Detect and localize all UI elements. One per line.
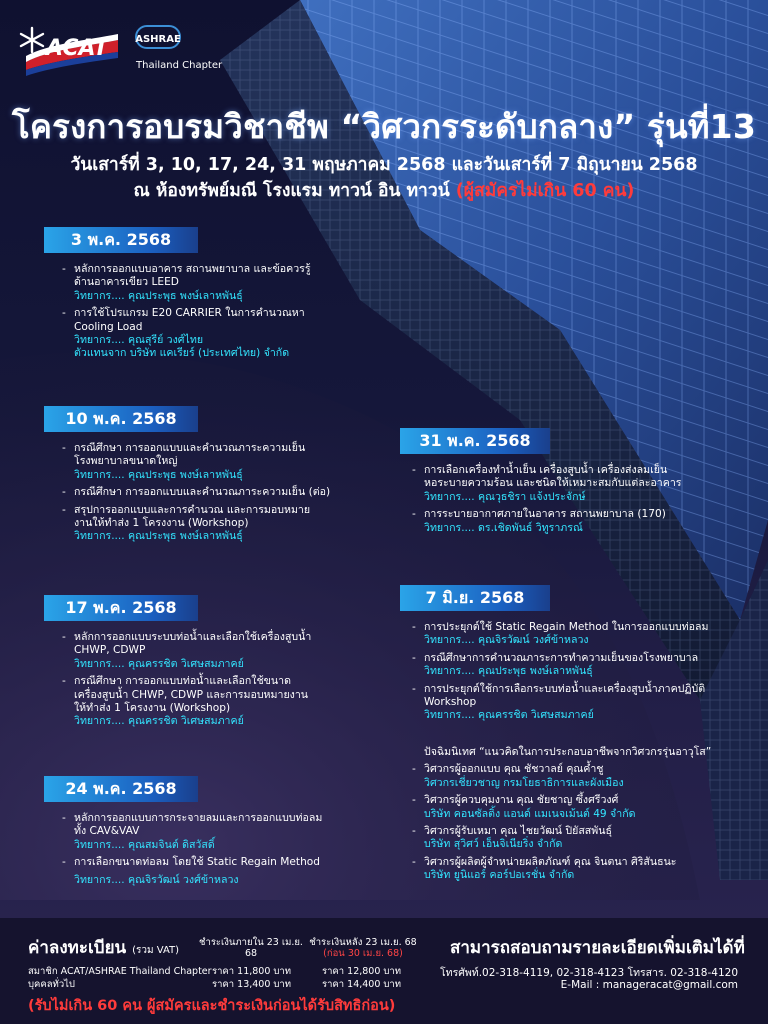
subtitle-venue	[0, 176, 768, 204]
subtitle-dates: วันเสาร์ที่ 3, 10, 17, 24, 31 พฤษภาคม 2568 และวันเสาร์ที่ 7 มิถุนายน 2568	[70, 155, 698, 175]
speaker-line: วิทยากร.... ดร.เชิดพันธ์ วิทูราภรณ์	[424, 521, 583, 534]
ashrae-thailand-chapter-logo	[134, 22, 224, 74]
general-early-price: ราคา 13,400 บาท	[212, 979, 292, 990]
capacity-note: (ผู้สมัครไม่เกิน 60 คน)	[455, 181, 635, 201]
topic-line: - กรณีศึกษาการคำนวณภาระการทำความเย็นของโรงพยาบาล	[424, 651, 699, 664]
speaker-line: วิทยากร.... คุณประพุธ พงษ์เลาหพันธุ์	[74, 468, 243, 481]
list-item	[60, 307, 360, 361]
speaker-line: วิทยากร.... คุณครรชิต วิเศษสมภาคย์	[424, 709, 594, 722]
day-10-may-items	[60, 442, 360, 548]
svg-text:Thailand Chapter: Thailand Chapter	[136, 60, 223, 71]
topic-line: Cooling Load	[74, 320, 143, 333]
list-item	[410, 794, 760, 821]
speaker-line: วิทยากร.... คุณประพุธ พงษ์เลาหพันธุ์	[74, 530, 243, 543]
list-item	[410, 508, 750, 535]
late-payment-deadline: (ก่อน 30 เม.ย. 68)	[323, 948, 403, 959]
speaker-line: วิทยากร.... คุณสุรีย์ วงศ์ไทย	[74, 334, 204, 347]
list-item	[60, 856, 360, 887]
list-item	[60, 442, 360, 482]
topic-line: ทั้ง CAV&VAV	[74, 825, 140, 838]
venue-text: ณ ห้องทรัพย์มณี โรงแรม ทาวน์ อิน ทาวน์	[133, 181, 456, 201]
vat-note: (รวม VAT)	[132, 945, 180, 956]
member-early-price: ราคา 11,800 บาท	[212, 966, 292, 977]
speaker-line: วิทยากร.... คุณจิรวัฒน์ วงศ์ข้าหลวง	[74, 873, 239, 886]
contact-title: สามารถสอบถามรายละเอียดเพิ่มเติมได้ที่	[450, 938, 745, 958]
day-7-jun-items	[410, 621, 755, 727]
early-payment-header: ชำระเงินภายใน 23 เม.ย. 68	[199, 937, 303, 959]
topic-line: - การเลือกเครื่องทำน้ำเย็น เครื่องสูบน้ำ เครื่องส่งลมเย็น	[424, 464, 668, 476]
speaker-line: วิทยากร.... คุณประพุธ พงษ์เลาหพันธุ์	[74, 289, 243, 302]
topic-line: - การเลือกขนาดท่อลม โดยใช้ Static Regain Method	[74, 856, 320, 869]
speaker-line: วิทยากร.... คุณสมจินต์ ดิสวัสดิ์	[74, 838, 215, 851]
topic-line: - หลักการออกแบบการกระจายลมและการออกแบบท่อลม	[74, 812, 323, 824]
list-item	[60, 812, 360, 852]
general-label: บุคคลทั่วไป	[28, 979, 75, 990]
day-badge-31-may: 31 พ.ค. 2568	[400, 428, 550, 454]
svg-text:ASHRAE: ASHRAE	[135, 34, 181, 45]
speaker-line: บริษัท สุวิศว์ เอ็นจิเนียริ่ง จำกัด	[424, 838, 563, 851]
registration-note: (รับไม่เกิน 60 คน ผู้สมัครและชำระเงินก่อนได้รับสิทธิก่อน)	[28, 998, 396, 1014]
topic-line: - วิศวกรผู้รับเหมา คุณ ไชยวัฒน์ ปิยัสสพันธุ์	[424, 825, 612, 838]
day-badge-24-may: 24 พ.ค. 2568	[44, 776, 198, 802]
list-item	[410, 464, 750, 504]
topic-line: - วิศวกรผู้ผลิตผู้จำหน่ายผลิตภัณฑ์ คุณ จินตนา ศิริสันธนะ	[424, 855, 677, 868]
list-item	[60, 486, 360, 499]
speaker-line: วิศวกรเชี่ยวชาญ กรมโยธาธิการและผังเมือง	[424, 776, 624, 789]
list-item	[60, 504, 360, 544]
topic-line: หอระบายความร้อน และชนิดให้เหมาะสมกับแต่ละอาคาร	[424, 477, 682, 490]
list-item	[410, 683, 755, 723]
speaker-line: วิทยากร.... คุณจิรวัฒน์ วงศ์ข้าหลวง	[424, 634, 589, 647]
topic-line: - สรุปการออกแบบและการคำนวณ และการมอบหมาย	[74, 503, 311, 516]
day-24-may-items	[60, 812, 360, 891]
list-item	[60, 675, 360, 729]
topic-line: Workshop	[424, 696, 477, 709]
orientation-panel	[410, 746, 760, 887]
topic-line: - กรณีศึกษา การออกแบบและคำนวณภาระความเย็น (ต่อ)	[74, 486, 331, 499]
late-payment-header-text: ชำระเงินหลัง 23 เม.ย. 68	[309, 937, 417, 948]
late-payment-header	[308, 937, 418, 959]
list-item	[410, 763, 760, 790]
registration-title-text: ค่าลงทะเบียน	[28, 938, 127, 958]
topic-line: - วิศวกรผู้ควบคุมงาน คุณ ชัยชาญ ซึ้งศรีวงศ์	[424, 794, 619, 807]
panel-heading-item	[410, 746, 760, 759]
topic-line: ด้านอาคารเขียว LEED	[74, 276, 179, 289]
speaker-line: วิทยากร.... คุณครรชิต วิเศษสมภาคย์	[74, 715, 244, 728]
topic-line: โรงพยาบาลขนาดใหญ่	[74, 455, 178, 468]
topic-line: - หลักการออกแบบอาคาร สถานพยาบาล และข้อควรรู้	[74, 263, 311, 275]
topic-line: - การประยุกต์ใช้ Static Regain Method ในการออกแบบท่อลม	[424, 621, 709, 633]
member-late-price: ราคา 12,800 บาท	[322, 966, 402, 977]
topic-line: - การใช้โปรแกรม E20 CARRIER ในการคำนวณหา	[74, 307, 305, 320]
general-late-price: ราคา 14,400 บาท	[322, 979, 402, 990]
topic-line: - หลักการออกแบบระบบท่อน้ำและเลือกใช้เครื่องสูบน้ำ	[74, 631, 312, 643]
panel-heading: ปัจฉิมนิเทศ “แนวคิดในการประกอบอาชีพจากวิศวกรรุ่นอาวุโส”	[424, 746, 712, 758]
speaker-line: วิทยากร.... คุณวุธชิรา แจ้งประจักษ์	[424, 490, 586, 503]
speaker-line: วิทยากร.... คุณครรชิต วิเศษสมภาคย์	[74, 657, 244, 670]
day-badge-3-may: 3 พ.ค. 2568	[44, 227, 198, 253]
contact-phone[interactable]: โทรศัพท์.02-318-4119, 02-318-4123 โทรสาร. 02-318-4120	[440, 967, 738, 979]
day-badge-17-may: 17 พ.ค. 2568	[44, 595, 198, 621]
snowflake-icon	[21, 28, 43, 52]
topic-line: - การประยุกต์ใช้การเลือกระบบท่อน้ำและเครื่องสูบน้ำภาคปฏิบัติ	[424, 682, 706, 695]
list-item	[410, 621, 755, 648]
speaker-line: บริษัท ยูนิแอร์ คอร์ปอเรชั่น จำกัด	[424, 869, 575, 882]
topic-line: CHWP, CDWP	[74, 644, 146, 657]
day-badge-10-may: 10 พ.ค. 2568	[44, 406, 198, 432]
topic-line: - กรณีศึกษา การออกแบบท่อน้ำและเลือกใช้ขนาด	[74, 675, 291, 688]
contact-email[interactable]: E-Mail : manageracat@gmail.com	[560, 979, 738, 991]
svg-text:ACAT: ACAT	[46, 36, 109, 61]
day-31-may-items	[410, 464, 750, 539]
topic-line: งานให้ทำส่ง 1 โครงงาน (Workshop)	[74, 517, 249, 530]
day-3-may-items	[60, 263, 360, 365]
speaker-line: ตัวแทนจาก บริษัท แคเรียร์ (ประเทศไทย) จำกัด	[74, 347, 290, 360]
topic-line: - การระบายอากาศภายในอาคาร สถานพยาบาล (170)	[424, 508, 666, 521]
topic-line: - วิศวกรผู้ออกแบบ คุณ ชัชวาลย์ คุณค้ำชู	[424, 763, 604, 776]
day-17-may-items	[60, 631, 360, 733]
topic-line: - กรณีศึกษา การออกแบบและคำนวณภาระความเย็น	[74, 442, 306, 454]
speaker-line: บริษัท คอนซัลติ้ง แอนด์ แมเนจเม้นต์ 49 จำกัด	[424, 807, 636, 820]
list-item	[60, 631, 360, 671]
day-badge-7-jun: 7 มิ.ย. 2568	[400, 585, 550, 611]
member-label: สมาชิก ACAT/ASHRAE Thailand Chapter	[28, 966, 212, 977]
page-title: โครงการอบรมวิชาชีพ “วิศวกรระดับกลาง” รุ่นที่13	[11, 107, 757, 146]
topic-line: ให้ทำส่ง 1 โครงงาน (Workshop)	[74, 702, 231, 715]
list-item	[60, 263, 360, 303]
registration-title	[28, 934, 179, 961]
list-item	[410, 652, 755, 679]
speaker-line: วิทยากร.... คุณประพุธ พงษ์เลาหพันธุ์	[424, 665, 593, 678]
acat-logo	[18, 22, 122, 76]
topic-line: เครื่องสูบน้ำ CHWP, CDWP และการมอบหมายงาน	[74, 688, 309, 701]
list-item	[410, 856, 760, 883]
list-item	[410, 825, 760, 852]
